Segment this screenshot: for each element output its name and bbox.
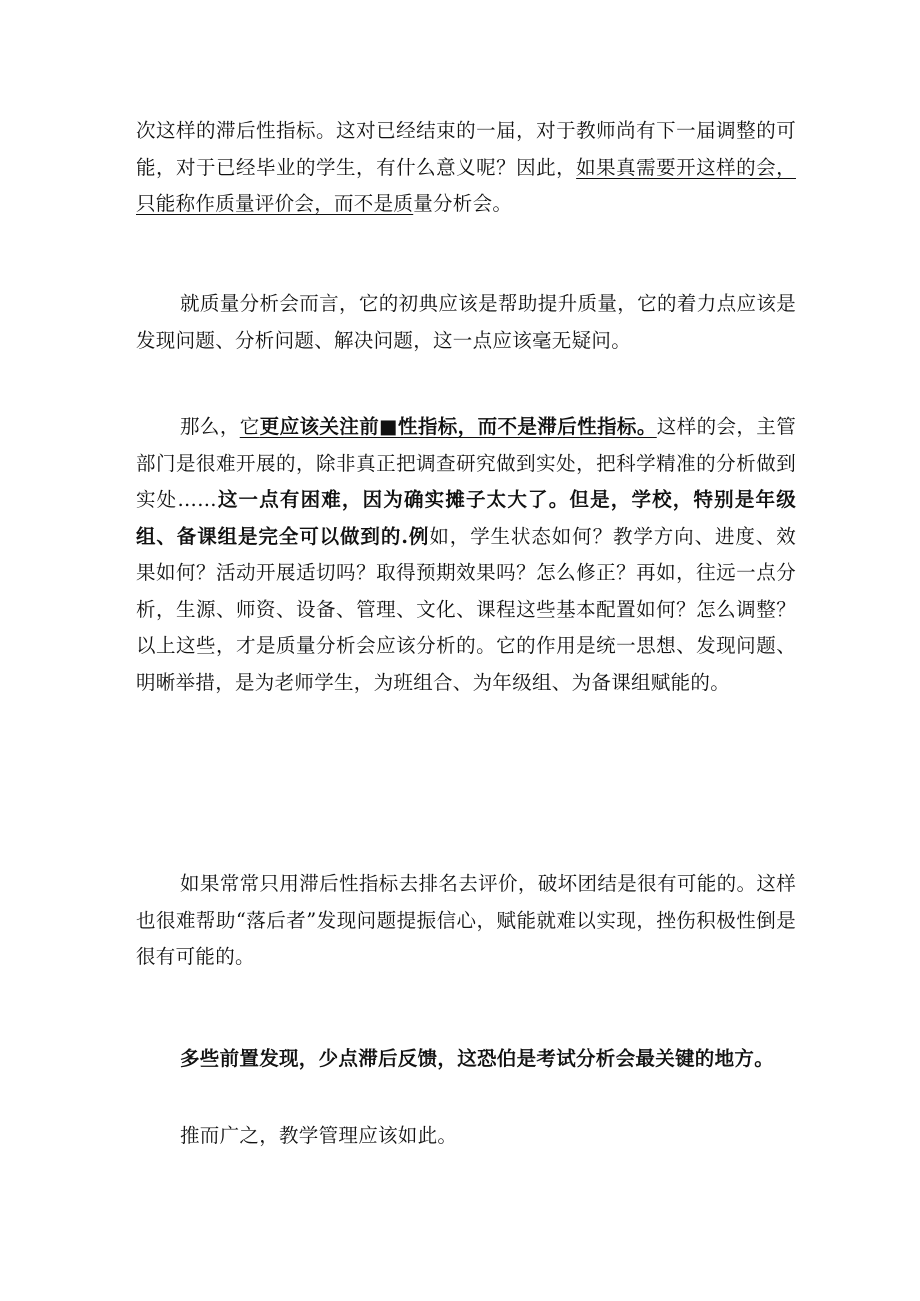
paragraph-2: 就质量分析会而言，它的初典应该是帮助提升质量，它的着力点应该是发现问题、分析问题、解决问题，这一点应该毫无疑问。 [136,292,796,352]
paragraph-3-bold: 这一点有困难，因为确实摊子太大了。但是，学校，特别是年级组、备课组是完全可以做到的.例 [136,488,797,548]
paragraph-1-underlined: 如果真需要开这样的会，只能称作质量评价会，而不是质 [136,155,796,215]
paragraph-1 [136,113,796,223]
paragraph-3 [136,409,796,701]
paragraph-4: 如果常常只用滞后性指标去排名去评价，破坏团结是很有可能的。这样也很难帮助“落后者”发现问题提振信心，赋能就难以实现，挫伤积极性倒是很有可能的。 [136,872,796,968]
paragraph-3-underlined: 它 [239,415,260,438]
paragraph-3-rest: 如，学生状态如何？教学方向、进度、效果如何？活动开展适切吗？取得预期效果吗？怎么修正？再如，往远一点分析，生源、师资、设备、管理、文化、课程这些基本配置如何？怎么调整？以上这些，才是质量分析会应该分析的。它的作用是统一思想、发现问题、明晰举措，是为老师学生，为班组合、为年级组、为备课组赋能的。 [136,524,796,694]
paragraph-6: 推而广之，教学管理应该如此。 [180,1124,458,1147]
paragraph-1-end: 量分析会。 [413,192,513,215]
paragraph-3-text: 这样的会，主管部门是很难开展的，除非真正把调查研究做到实处，把科学精准的分析做到实处…… [136,415,796,511]
paragraph-3-start: 那么， [180,415,240,438]
paragraph-5-bold: 多些前置发现，少点滞后反馈，这恐伯是考试分析会最关键的地方。 [180,1047,775,1070]
paragraph-1-text: 次这样的滞后性指标。这对已经结束的一届，对于教师尚有下一届调整的可能，对于已经毕业的学生，有什么意义呢？因此， [136,119,796,179]
paragraph-3-underlined-bold: 更应该关注前■性指标，而不是滞后性指标。 [259,415,657,438]
